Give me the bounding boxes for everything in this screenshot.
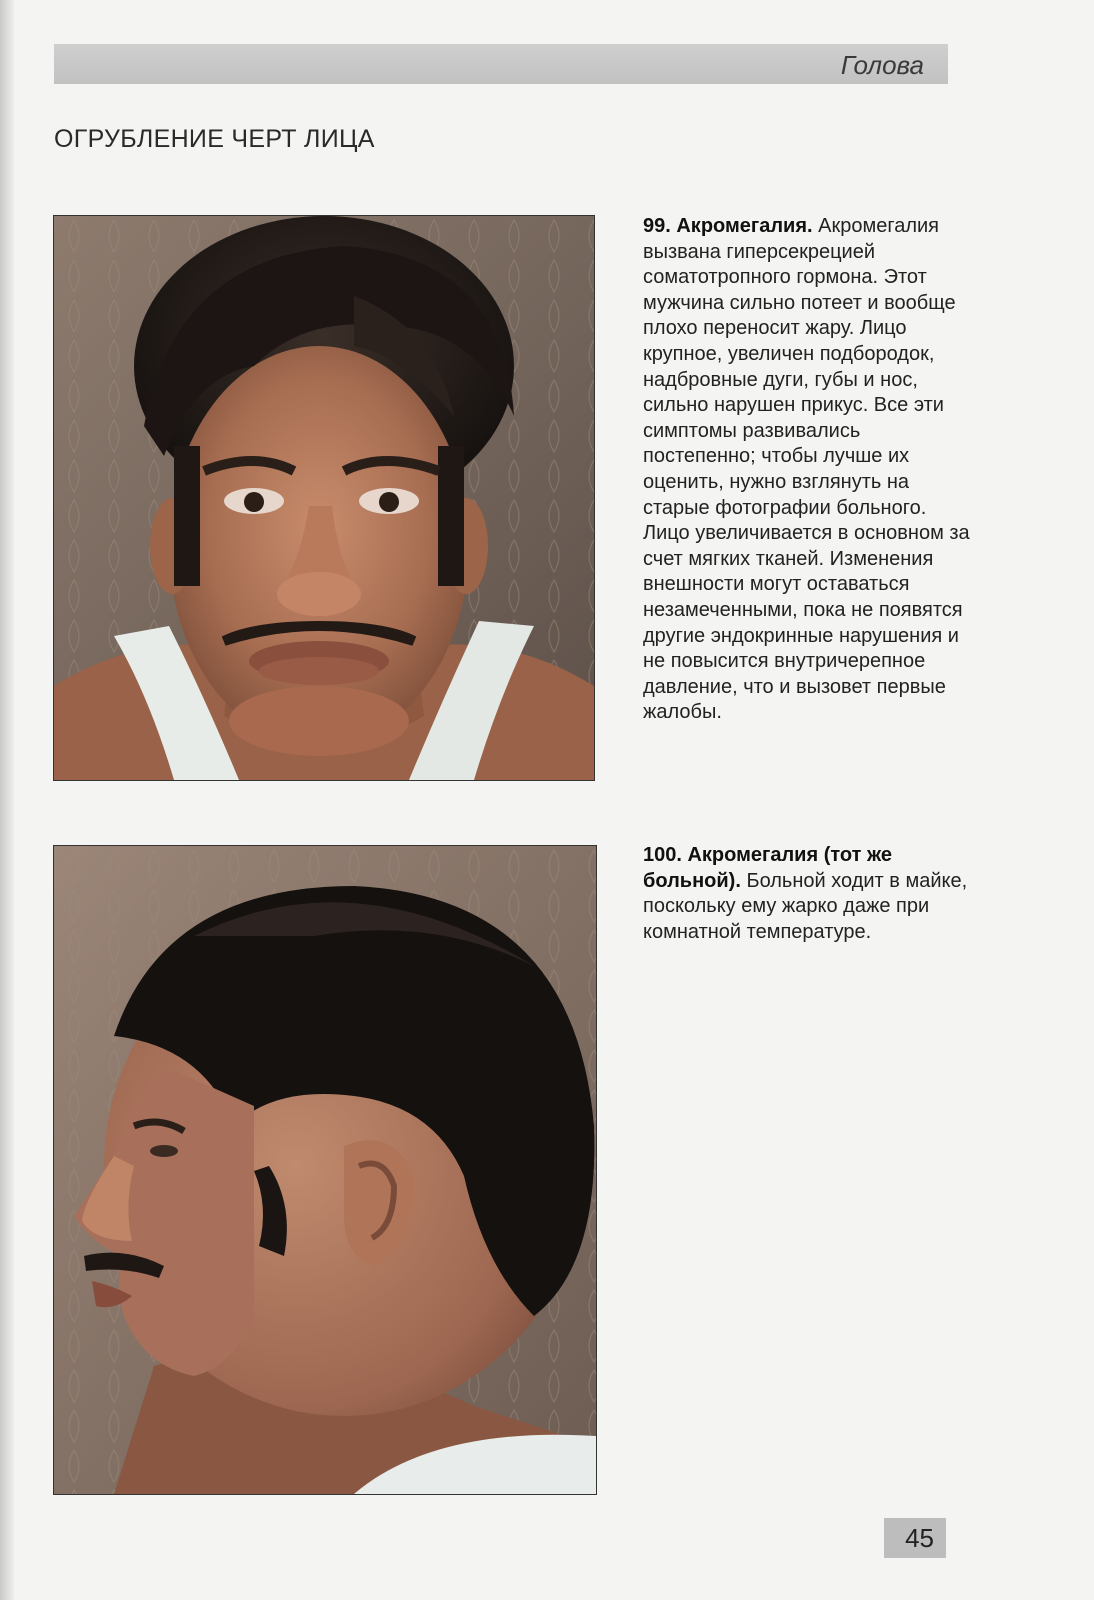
page-number-box bbox=[884, 1518, 946, 1558]
figure-99-caption-text: Акромегалия вызвана гиперсекрецией соматотропного гормона. Этот мужчина сильно потеет и вообще плохо переносит жару. Лицо крупное, увеличен подбородок, надбровные дуги, губы и нос, сильно нарушен прикус. Все эти симптомы развивались постепенно; чтобы лучше их оценить, нужно взглянуть на старые фотографии больного. Лицо увеличивается в основном за счет мягких тканей. Изменения внешности могут оставаться незамеченными, пока не появятся другие эндокринные нарушения и не повысится внутричерепное давление, что и вызовет первые жалобы. bbox=[643, 215, 970, 724]
figure-100-photo bbox=[53, 845, 597, 1495]
page-binding-shadow bbox=[0, 0, 14, 1600]
figure-99-photo bbox=[53, 215, 595, 781]
section-title: ОГРУБЛЕНИЕ ЧЕРТ ЛИЦА bbox=[54, 125, 375, 153]
profile-face-photo bbox=[54, 846, 596, 1494]
figure-100-caption-title: 100. Акромегалия (тот же больной). bbox=[643, 844, 893, 892]
figure-99-caption-title: 99. Акромегалия. bbox=[643, 215, 813, 237]
figure-99-caption bbox=[643, 214, 973, 726]
figure-100-caption bbox=[643, 843, 973, 945]
running-header-title: Голова bbox=[840, 50, 924, 80]
page-number: 45 bbox=[905, 1523, 934, 1553]
figure-100-caption-text: Больной ходит в майке, поскольку ему жарко даже при комнатной температуре. bbox=[643, 869, 968, 943]
running-header-bar bbox=[54, 44, 948, 84]
frontal-face-photo bbox=[54, 216, 594, 780]
